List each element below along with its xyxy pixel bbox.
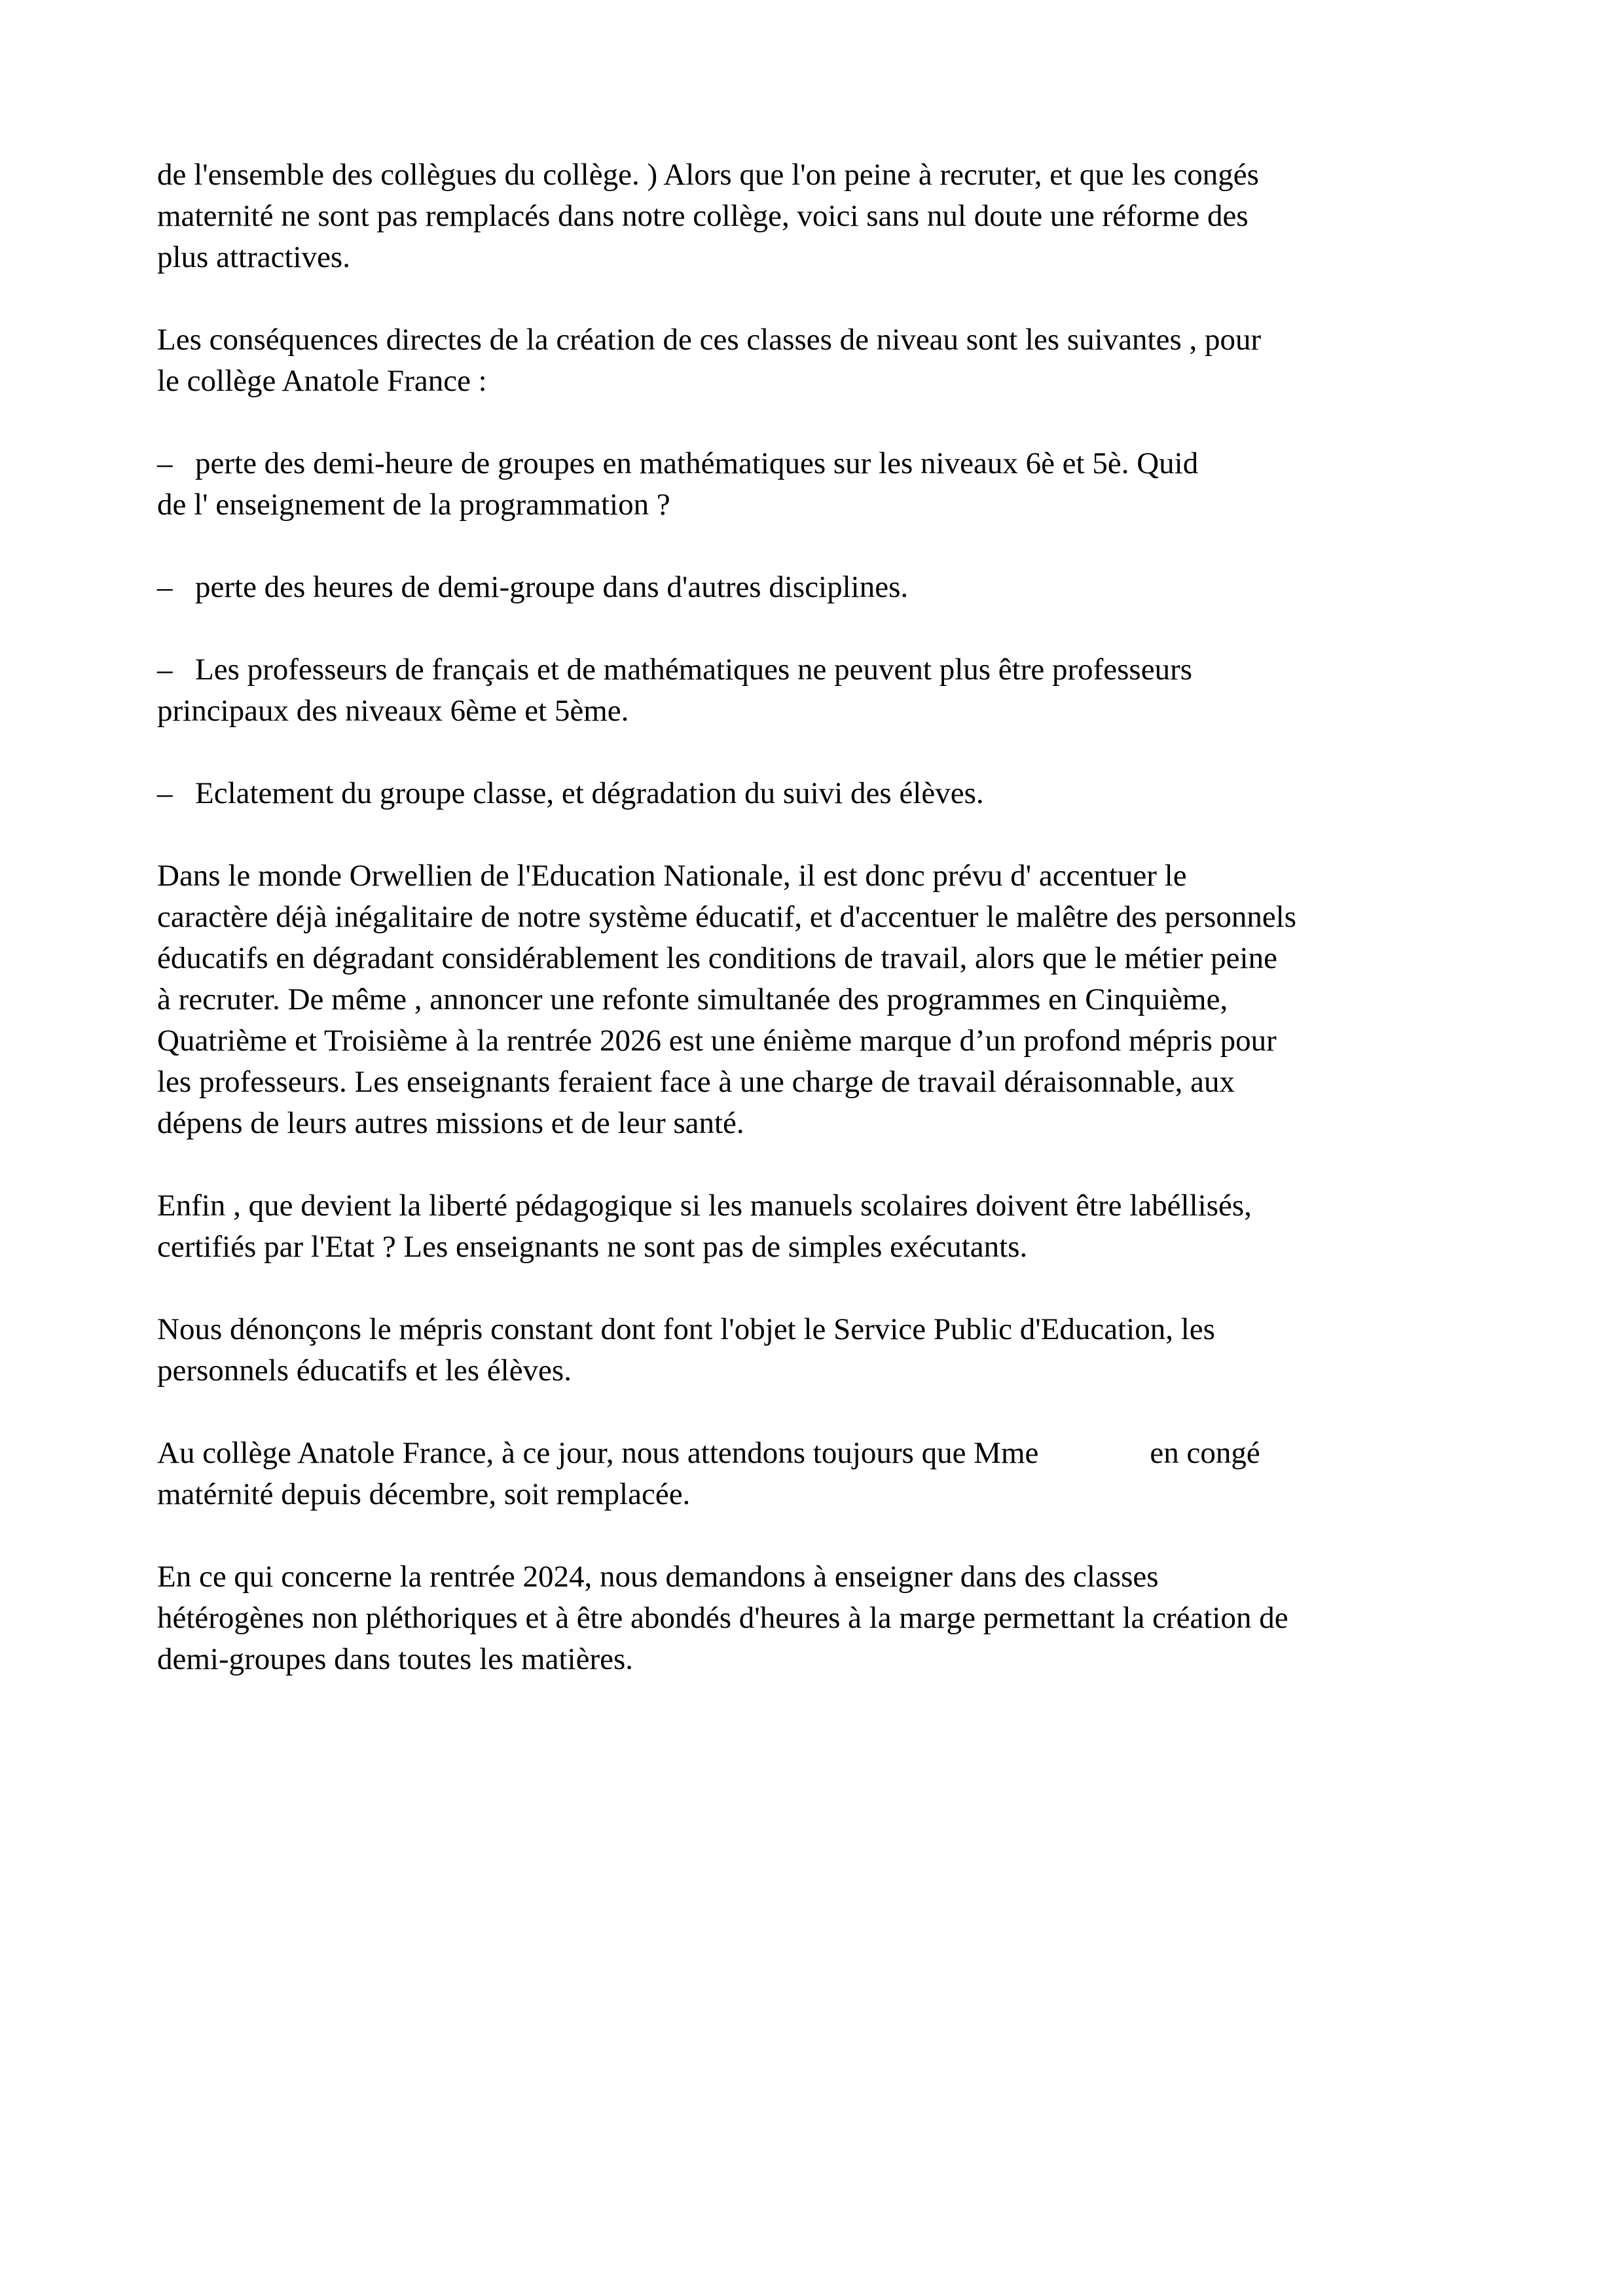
paragraph-denounce — [157, 1309, 1486, 1391]
dash-bullet-icon: – — [157, 776, 173, 810]
text-fragment: Au collège Anatole France, à ce jour, nous attendons toujours que Mme — [157, 1436, 1039, 1470]
text-line: éducatifs en dégradant considérablement les conditions de travail, alors que le métier peine — [157, 941, 1277, 975]
bullet-item-half-groups — [157, 567, 1486, 608]
bullet-text: Eclatement du groupe classe, et dégradation du suivi des élèves. — [195, 776, 984, 810]
paragraph-demands-2024 — [157, 1556, 1486, 1680]
text-line: Quatrième et Troisième à la rentrée 2026 est une énième marque d’un profond mépris pour — [157, 1024, 1277, 1058]
paragraph-consequences — [157, 319, 1486, 402]
bullet-line — [157, 443, 1486, 484]
text-line: à recruter. De même , annoncer une refonte simultanée des programmes en Cinquième, — [157, 982, 1228, 1016]
paragraph-replacement — [157, 1433, 1486, 1515]
paragraph-pedagogic-freedom — [157, 1185, 1486, 1268]
text-line: En ce qui concerne la rentrée 2024, nous demandons à enseigner dans des classes — [157, 1560, 1159, 1594]
bullet-line — [157, 773, 1486, 814]
paragraph-orwellian — [157, 855, 1486, 1144]
text-fragment: en congé — [1150, 1436, 1260, 1470]
text-line: les professeurs. Les enseignants feraient face à une charge de travail déraisonnable, aux — [157, 1065, 1235, 1099]
bullet-item-math-groups — [157, 443, 1486, 526]
text-line: maternité ne sont pas remplacés dans notre collège, voici sans nul doute une réforme des — [157, 199, 1249, 233]
dash-bullet-icon: – — [157, 653, 173, 687]
text-line: Enfin , que devient la liberté pédagogique si les manuels scolaires doivent être labéllisés, — [157, 1189, 1252, 1223]
bullet-line — [157, 567, 1486, 608]
dash-bullet-icon: – — [157, 570, 173, 604]
text-line: hétérogènes non pléthoriques et à être abondés d'heures à la marge permettant la création de — [157, 1601, 1288, 1635]
paragraph-intro — [157, 154, 1486, 278]
bullet-text: Les professeurs de français et de mathématiques ne peuvent plus être professeurs — [195, 653, 1193, 687]
text-line: le collège Anatole France : — [157, 364, 487, 398]
text-line: Dans le monde Orwellien de l'Education Nationale, il est donc prévu d' accentuer le — [157, 859, 1187, 893]
text-line: caractère déjà inégalitaire de notre système éducatif, et d'accentuer le malêtre des personnels — [157, 900, 1297, 934]
text-line: principaux des niveaux 6ème et 5ème. — [157, 694, 629, 728]
document-body — [157, 154, 1486, 1721]
bullet-item-class-group — [157, 773, 1486, 814]
text-line: personnels éducatifs et les élèves. — [157, 1354, 572, 1388]
text-line: plus attractives. — [157, 240, 350, 274]
bullet-text: perte des heures de demi-groupe dans d'autres disciplines. — [195, 570, 909, 604]
bullet-line — [157, 649, 1486, 691]
text-line: Les conséquences directes de la création de ces classes de niveau sont les suivantes , pour — [157, 323, 1262, 357]
bullet-text: perte des demi-heure de groupes en mathématiques sur les niveaux 6è et 5è. Quid — [195, 446, 1199, 480]
text-line: dépens de leurs autres missions et de leur santé. — [157, 1106, 744, 1140]
text-line: certifiés par l'Etat ? Les enseignants ne sont pas de simples exécutants. — [157, 1230, 1028, 1264]
bullet-item-head-teachers — [157, 649, 1486, 732]
text-line: Nous dénonçons le mépris constant dont font l'objet le Service Public d'Education, les — [157, 1312, 1215, 1346]
text-line: matérnité depuis décembre, soit remplacée. — [157, 1477, 691, 1511]
text-line: de l'ensemble des collègues du collège. ) Alors que l'on peine à recruter, et que les congés — [157, 158, 1259, 192]
text-line: de l' enseignement de la programmation ? — [157, 488, 670, 522]
text-line: demi-groupes dans toutes les matières. — [157, 1642, 634, 1676]
text-line — [157, 1433, 1486, 1474]
dash-bullet-icon: – — [157, 446, 173, 480]
